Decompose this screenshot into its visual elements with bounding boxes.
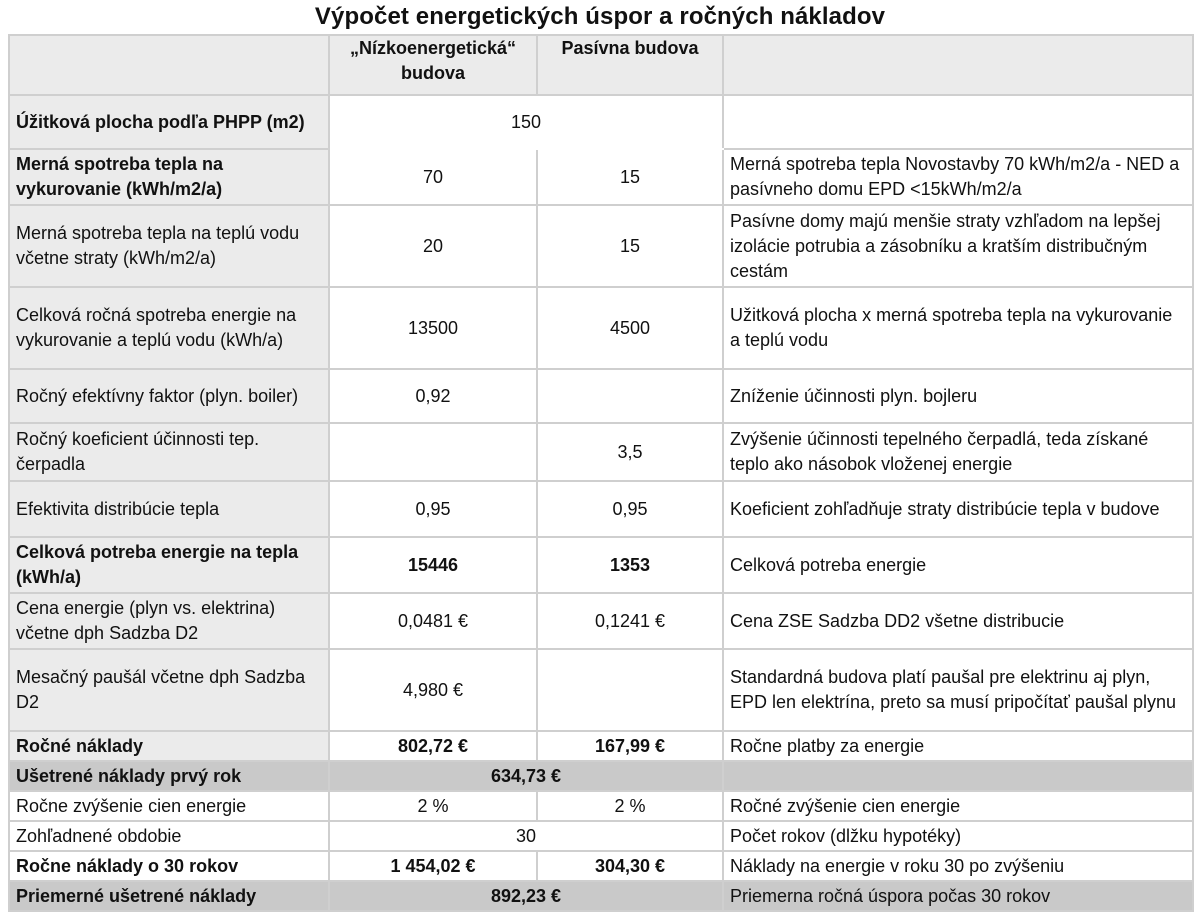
row-label: Merná spotreba tepla na teplú vodu včetne straty (kWh/m2/a) [9, 205, 329, 287]
row-note: Počet rokov (dlžku hypotéky) [723, 821, 1193, 851]
row-note: Užitková plocha x merná spotreba tepla na vykurovanie a teplú vodu [723, 287, 1193, 369]
header-note [723, 35, 1193, 95]
page-title: Výpočet energetických úspor a ročných nákladov [314, 3, 886, 30]
table-row [9, 95, 1193, 149]
value-low-energy: 4,980 € [329, 649, 537, 731]
row-label: Ročný efektívny faktor (plyn. boiler) [9, 369, 329, 423]
header-low-energy-building: „Nízkoenergetická“ budova [329, 35, 537, 95]
value-passive: 0,95 [537, 481, 723, 537]
merged-value: 892,23 € [329, 881, 723, 911]
row-label: Ročný koeficient účinnosti tep. čerpadla [9, 423, 329, 481]
table-row [9, 791, 1193, 821]
merged-value: 150 [329, 95, 723, 149]
header-empty-cell [9, 35, 329, 95]
table-row [9, 369, 1193, 423]
row-label: Ročné náklady [9, 731, 329, 761]
table-row [9, 881, 1193, 911]
row-label: Cena energie (plyn vs. elektrina) včetne dph Sadzba D2 [9, 593, 329, 649]
row-label: Mesačný paušál včetne dph Sadzba D2 [9, 649, 329, 731]
header-row [9, 35, 1193, 95]
table-row [9, 287, 1193, 369]
value-low-energy: 0,95 [329, 481, 537, 537]
table-row [9, 423, 1193, 481]
table-row [9, 593, 1193, 649]
row-note: Zníženie účinnosti plyn. bojleru [723, 369, 1193, 423]
value-low-energy: 0,0481 € [329, 593, 537, 649]
value-low-energy: 0,92 [329, 369, 537, 423]
value-low-energy: 2 % [329, 791, 537, 821]
value-low-energy: 70 [329, 149, 537, 205]
row-note: Cena ZSE Sadzba DD2 všetne distribucie [723, 593, 1193, 649]
merged-value: 634,73 € [329, 761, 723, 791]
table-row [9, 537, 1193, 593]
row-label: Celková potreba energie na tepla (kWh/a) [9, 537, 329, 593]
row-label: Ročne náklady o 30 rokov [9, 851, 329, 881]
table-row [9, 731, 1193, 761]
value-passive: 3,5 [537, 423, 723, 481]
row-note: Ročné zvýšenie cien energie [723, 791, 1193, 821]
row-label: Merná spotreba tepla na vykurovanie (kWh/m2/a) [9, 149, 329, 205]
row-label: Zohľadnené obdobie [9, 821, 329, 851]
table-row [9, 481, 1193, 537]
row-note [723, 761, 1193, 791]
value-low-energy: 15446 [329, 537, 537, 593]
value-low-energy: 20 [329, 205, 537, 287]
value-low-energy: 1 454,02 € [329, 851, 537, 881]
table-row [9, 149, 1193, 205]
value-low-energy [329, 423, 537, 481]
row-note: Zvýšenie účinnosti tepelného čerpadlá, teda získané teplo ako násobok vloženej energie [723, 423, 1193, 481]
row-note: Pasívne domy majú menšie straty vzhľadom na lepšej izolácie potrubia a zásobníku a kratším distribučným cestám [723, 205, 1193, 287]
row-label: Priemerné ušetrené náklady [9, 881, 329, 911]
value-passive: 4500 [537, 287, 723, 369]
value-low-energy: 13500 [329, 287, 537, 369]
table-row [9, 851, 1193, 881]
value-low-energy: 802,72 € [329, 731, 537, 761]
row-note: Merná spotreba tepla Novostavby 70 kWh/m2/a - NED a pasívneho domu EPD <15kWh/m2/a [723, 149, 1193, 205]
row-note: Náklady na energie v roku 30 po zvýšeniu [723, 851, 1193, 881]
value-passive: 15 [537, 205, 723, 287]
table-row [9, 649, 1193, 731]
value-passive: 304,30 € [537, 851, 723, 881]
table-row [9, 761, 1193, 791]
value-passive [537, 649, 723, 731]
row-label: Ušetrené náklady prvý rok [9, 761, 329, 791]
header-passive-building: Pasívna budova [537, 35, 723, 95]
value-passive [537, 369, 723, 423]
energy-savings-table [8, 34, 1194, 912]
row-note: Celková potreba energie [723, 537, 1193, 593]
merged-value: 30 [329, 821, 723, 851]
value-passive: 0,1241 € [537, 593, 723, 649]
row-label: Úžitková plocha podľa PHPP (m2) [9, 95, 329, 149]
row-note [723, 95, 1193, 149]
row-note: Priemerna ročná úspora počas 30 rokov [723, 881, 1193, 911]
table-row [9, 205, 1193, 287]
value-passive: 1353 [537, 537, 723, 593]
value-passive: 2 % [537, 791, 723, 821]
row-note: Standardná budova platí paušal pre elektrinu aj plyn, EPD len elektrína, preto sa musí pripočítať paušal plynu [723, 649, 1193, 731]
value-passive: 15 [537, 149, 723, 205]
row-label: Ročne zvýšenie cien energie [9, 791, 329, 821]
row-note: Ročne platby za energie [723, 731, 1193, 761]
table-row [9, 821, 1193, 851]
row-note: Koeficient zohľadňuje straty distribúcie tepla v budove [723, 481, 1193, 537]
row-label: Efektivita distribúcie tepla [9, 481, 329, 537]
value-passive: 167,99 € [537, 731, 723, 761]
row-label: Celková ročná spotreba energie na vykurovanie a teplú vodu (kWh/a) [9, 287, 329, 369]
